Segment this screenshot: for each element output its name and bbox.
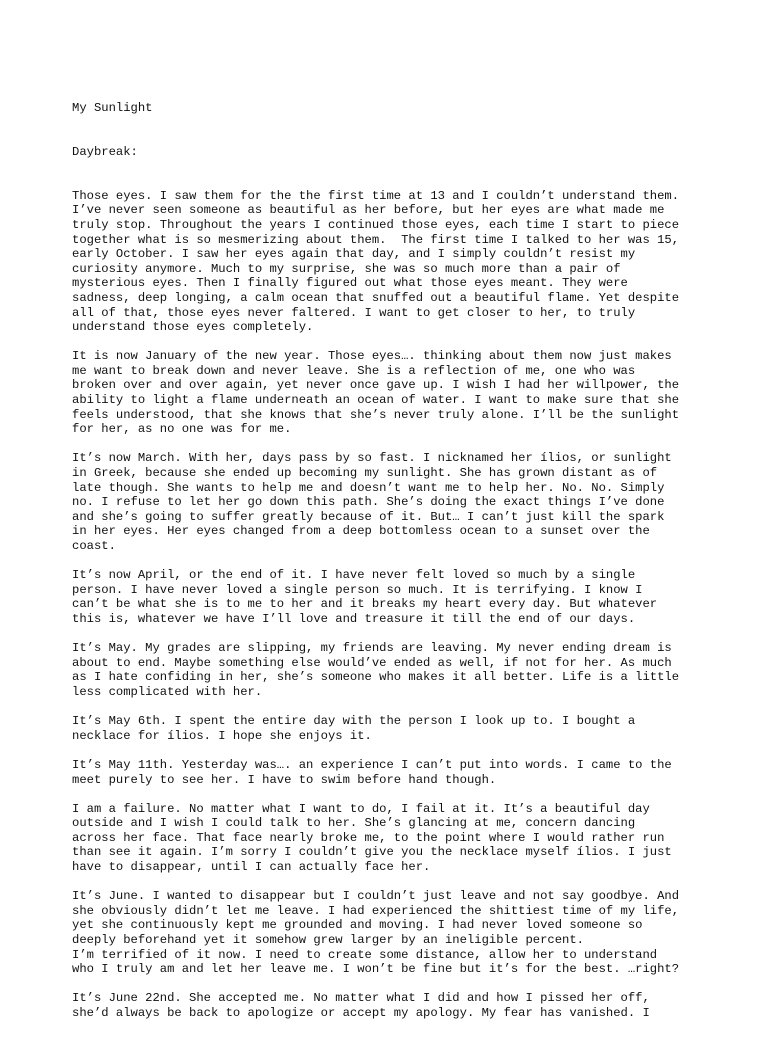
paragraph [72, 714, 712, 743]
paragraph [72, 889, 712, 977]
text-line: It’s now April, or the end of it. I have never felt loved so much by a single [72, 568, 636, 583]
text-line: feels understood, that she knows that she’s never truly alone. I’ll be the sunlight [72, 407, 680, 422]
document-body [72, 189, 712, 1021]
text-line: I’m terrified of it now. I need to create some distance, allow her to understand [72, 947, 658, 962]
paragraph [72, 991, 712, 1020]
text-line: together what is so mesmerizing about them. The first time I talked to her was 15, [72, 232, 680, 247]
text-line: It’s May 6th. I spent the entire day with the person I look up to. I bought a [72, 714, 636, 729]
text-line: no. I refuse to let her go down this path. She’s doing the exact things I’ve done [72, 495, 665, 510]
text-line: sadness, deep longing, a calm ocean that snuffed out a beautiful flame. Yet despite [72, 290, 680, 305]
text-line: can’t be what she is to me to her and it breaks my heart every day. But whatever [72, 597, 658, 612]
text-line: person. I have never loved a single person so much. It is terrifying. I know I [72, 582, 643, 597]
text-line: early October. I saw her eyes again that day, and I simply couldn’t resist my [72, 247, 636, 262]
text-line: yet she continuously kept me grounded and moving. I had never loved someone so [72, 918, 643, 933]
text-line: she’d always be back to apologize or accept my apology. My fear has vanished. I [72, 1006, 650, 1020]
text-line: It is now January of the new year. Those eyes…. thinking about them now just makes [72, 349, 672, 364]
text-line: It’s June 22nd. She accepted me. No matter what I did and how I pissed her off, [72, 991, 650, 1006]
text-line: Those eyes. I saw them for the the first time at 13 and I couldn’t understand them. [72, 188, 680, 203]
text-line: about to end. Maybe something else would’ve ended as well, if not for her. As much [72, 655, 672, 670]
paragraph [72, 451, 712, 553]
text-line: in her eyes. Her eyes changed from a deep bottomless ocean to a sunset over the [72, 524, 650, 539]
text-line: curiosity anymore. Much to my surprise, she was so much more than a pair of [72, 261, 621, 276]
text-line: understand those eyes completely. [72, 320, 314, 335]
text-line: have to disappear, until I can actually face her. [72, 860, 431, 875]
document-page [72, 72, 712, 1050]
text-line: necklace for ílios. I hope she enjoys it. [72, 728, 372, 743]
text-line: in Greek, because she ended up becoming my sunlight. She has grown distant as of [72, 466, 658, 481]
text-line: It’s June. I wanted to disappear but I couldn’t just leave and not say goodbye. And [72, 889, 680, 904]
text-line: It’s May 11th. Yesterday was…. an experience I can’t put into words. I came to the [72, 757, 672, 772]
text-line: coast. [72, 539, 116, 553]
text-line: for her, as no one was for me. [72, 422, 292, 437]
text-line: who I truly am and let her leave me. I won’t be fine but it’s for the best. …right? [72, 962, 680, 977]
paragraph [72, 802, 712, 875]
text-line: as I hate confiding in her, she’s someone who makes it all better. Life is a little [72, 670, 680, 685]
text-line: It’s now March. With her, days pass by so fast. I nicknamed her ílios, or sunlight [72, 451, 672, 466]
text-line: deeply beforehand yet it somehow grew larger by an ineligible percent. [72, 933, 584, 948]
text-line: ability to light a flame underneath an ocean of water. I want to make sure that she [72, 393, 680, 408]
text-line: I am a failure. No matter what I want to do, I fail at it. It’s a beautiful day [72, 801, 650, 816]
paragraph [72, 641, 712, 699]
text-line: all of that, those eyes never faltered. I want to get closer to her, to truly [72, 305, 636, 320]
text-line: and she’s going to suffer greatly because of it. But… I can’t just kill the spark [72, 509, 665, 524]
text-line: truly stop. Throughout the years I continued those eyes, each time I start to piece [72, 217, 680, 232]
text-line: she obviously didn’t let me leave. I had experienced the shittiest time of my life, [72, 903, 680, 918]
document-title: My Sunlight [72, 101, 153, 116]
text-line: meet purely to see her. I have to swim before hand though. [72, 772, 497, 787]
text-line: this is, whatever we have I’ll love and treasure it till the end of our days. [72, 611, 636, 626]
text-line: outside and I wish I could talk to her. She’s glancing at me, concern dancing [72, 816, 636, 831]
text-line: less complicated with her. [72, 684, 263, 699]
text-line: mysterious eyes. Then I finally figured out what those eyes meant. They were [72, 276, 628, 291]
text-line: than see it again. I’m sorry I couldn’t give you the necklace myself ílios. I just [72, 845, 672, 860]
text-line: across her face. That face nearly broke me, to the point where I would rather run [72, 830, 665, 845]
paragraph [72, 349, 712, 437]
paragraph [72, 758, 712, 787]
text-line: late though. She wants to help me and doesn’t want me to help her. No. No. Simply [72, 480, 665, 495]
paragraph [72, 189, 712, 335]
text-line: me want to break down and never leave. She is a reflection of me, one who was [72, 363, 636, 378]
section-heading: Daybreak: [72, 144, 138, 159]
text-line: It’s May. My grades are slipping, my friends are leaving. My never ending dream is [72, 641, 672, 656]
paragraph [72, 568, 712, 626]
text-line: broken over and over again, yet never once gave up. I wish I had her willpower, the [72, 378, 680, 393]
text-line: I’ve never seen someone as beautiful as her before, but her eyes are what made me [72, 203, 665, 218]
